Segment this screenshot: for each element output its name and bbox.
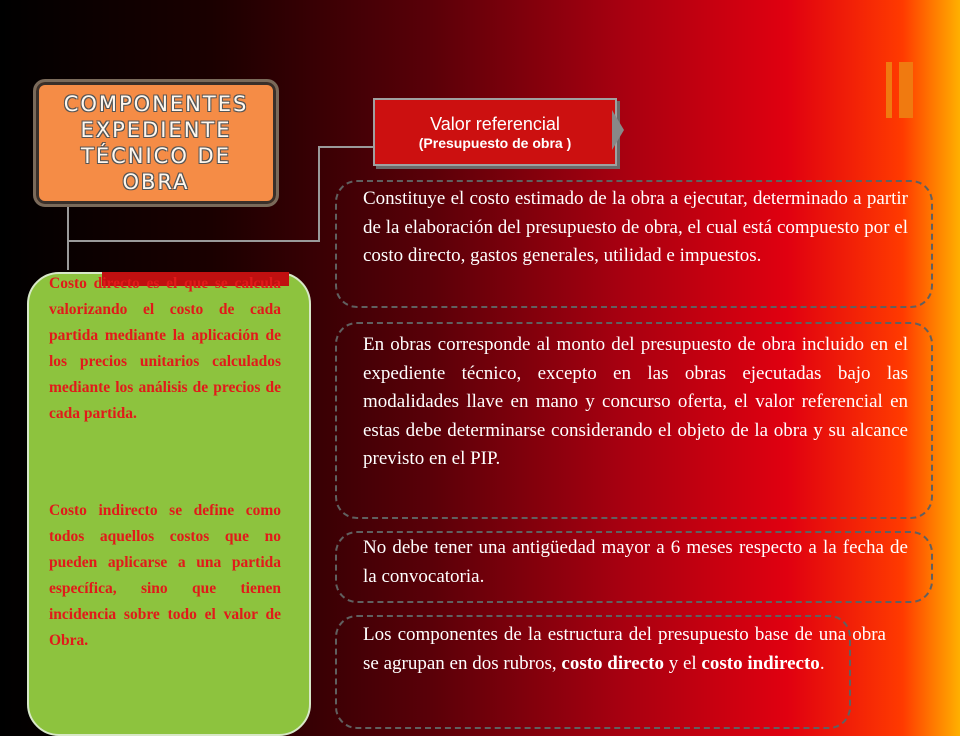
text-box-1-content: Constituye el costo estimado de la obra a ejecutar, determinado a partir de la elaboración del presupuesto de obra, el cual está compuesto por el costo directo, gastos generales, utilidad e impuestos. bbox=[363, 188, 908, 266]
decorative-bar-thin bbox=[886, 62, 892, 118]
text-box-4-part2: y el bbox=[663, 652, 702, 674]
valor-referencial-title: Valor referencial bbox=[430, 113, 560, 134]
components-title-box bbox=[33, 79, 279, 207]
text-box-4-part1: Los componentes de la estructura del presupuesto base de una obra se agrupan en dos rubros, bbox=[363, 624, 886, 674]
connector-vertical-mid bbox=[318, 146, 320, 242]
valor-referencial-subtitle: (Presupuesto de obra ) bbox=[418, 134, 572, 151]
arrow-icon bbox=[612, 110, 624, 150]
text-box-4-bold1: costo directo bbox=[561, 652, 664, 674]
text-box-4-content bbox=[363, 621, 886, 678]
valor-referencial-box bbox=[373, 98, 617, 166]
connector-vertical-left bbox=[67, 200, 69, 270]
indirect-cost-definition: Costo indirecto se define como todos aquellos costos que no pueden aplicarse a una partida específica, sino que tienen incidencia sobre todo el valor de Obra. bbox=[49, 502, 281, 649]
connector-horizontal-bottom bbox=[67, 240, 319, 242]
text-box-2-content: En obras corresponde al monto del presupuesto de obra incluido en el expediente técnico, excepto en las obras ejecutadas bajo las modalidades llave en mano y concurso oferta, el valor referencial en estas debe determinarse considerando el objeto de la obra y su alcance previsto en el PIP. bbox=[363, 334, 908, 469]
components-title: COMPONENTES EXPEDIENTE TÉCNICO DE OBRA bbox=[63, 92, 249, 194]
text-box-4-bold2: costo indirecto bbox=[701, 652, 820, 674]
text-box-3-content: No debe tener una antigüedad mayor a 6 meses respecto a la fecha de la convocatoria. bbox=[363, 537, 908, 587]
connector-horizontal-top bbox=[318, 146, 374, 148]
text-box-4-part3: . bbox=[819, 652, 825, 674]
decorative-bar-thick bbox=[899, 62, 913, 118]
direct-cost-definition: Costo directo es el que se calcula valorizando el costo de cada partida mediante la aplicación de los precios unitarios calculados mediante los análisis de precios de cada partida. bbox=[49, 275, 281, 422]
